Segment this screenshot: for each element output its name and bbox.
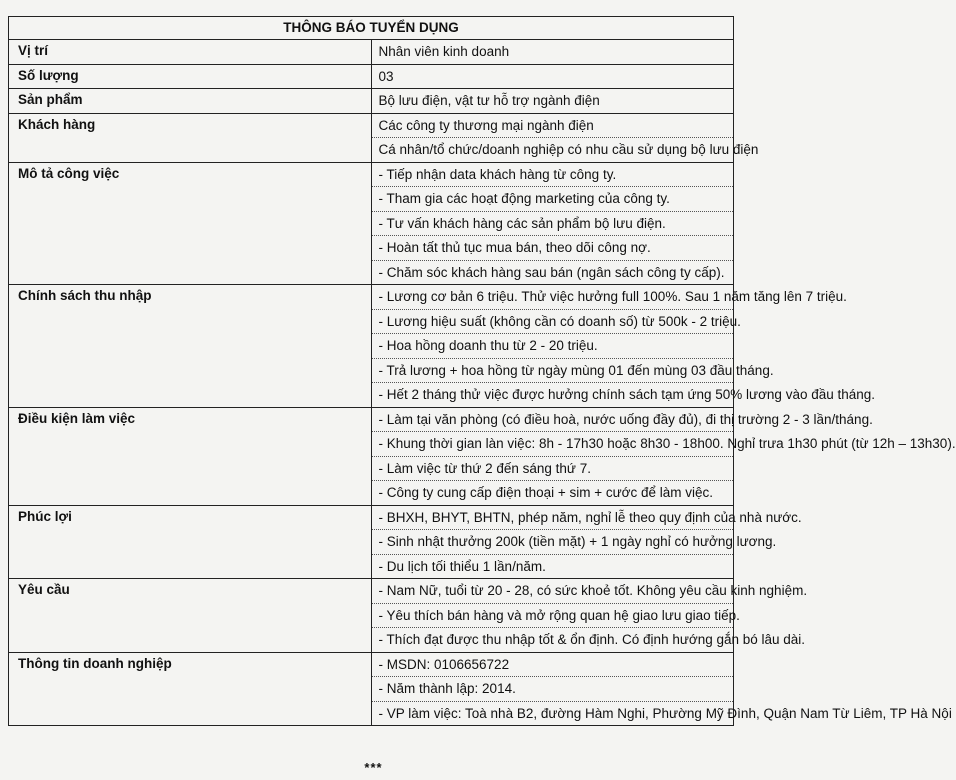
row-company-info xyxy=(9,652,734,726)
value-line: - Tư vấn khách hàng các sản phẩm bộ lưu điện. xyxy=(372,212,734,237)
value-product xyxy=(371,89,734,114)
label-job-description: Mô tả công việc xyxy=(9,162,372,285)
value-line: - Chăm sóc khách hàng sau bán (ngân sách công ty cấp). xyxy=(378,264,725,280)
value-working-conditions xyxy=(371,407,956,505)
value-line: - Lương hiệu suất (không cần có doanh số) từ 500k - 2 triệu. xyxy=(372,310,734,335)
value-line: - Thích đạt được thu nhập tốt & ổn định. Có định hướng gắn bó lâu dài. xyxy=(378,632,806,647)
row-job-description xyxy=(9,162,734,285)
value-line: - VP làm việc: Toà nhà B2, đường Hàm Nghi, Phường Mỹ Đình, Quận Nam Từ Liêm, TP Hà Nội xyxy=(378,705,952,721)
value-line: - Khung thời gian làn việc: 8h - 17h30 hoặc 8h30 - 18h00. Nghỉ trưa 1h30 phút (từ 12h – 13h30). xyxy=(372,432,734,457)
notice-title: THÔNG BÁO TUYỂN DỤNG xyxy=(9,17,734,40)
row-income-policy xyxy=(9,285,734,408)
recruitment-notice xyxy=(8,16,956,726)
row-benefits xyxy=(9,505,734,579)
notice-table xyxy=(8,16,956,726)
value-line: - Hoàn tất thủ tục mua bán, theo dõi công nợ. xyxy=(372,236,734,261)
value-line: - Yêu thích bán hàng và mở rộng quan hệ giao lưu giao tiếp. xyxy=(372,604,734,629)
title-row xyxy=(9,17,734,40)
value-line: - Làm tại văn phòng (có điều hoà, nước uống đầy đủ), đi thị trường 2 - 3 lần/tháng. xyxy=(372,408,734,433)
label-income-policy: Chính sách thu nhập xyxy=(9,285,372,408)
value-line: Các công ty thương mại ngành điện xyxy=(372,114,734,139)
label-benefits: Phúc lợi xyxy=(9,505,372,579)
label-quantity: Số lượng xyxy=(9,64,372,89)
value-line: - Lương cơ bản 6 triệu. Thử việc hưởng full 100%. Sau 1 năm tăng lên 7 triệu. xyxy=(372,285,734,310)
row-quantity xyxy=(9,64,734,89)
value-line: - Tham gia các hoạt động marketing của công ty. xyxy=(372,187,734,212)
value-company-info xyxy=(371,652,952,726)
value-line: - BHXH, BHYT, BHTN, phép năm, nghỉ lễ theo quy định của nhà nước. xyxy=(372,506,734,531)
value-line: Cá nhân/tổ chức/doanh nghiệp có nhu cầu sử dụng bộ lưu điện xyxy=(378,142,759,157)
value-line: - Trả lương + hoa hồng từ ngày mùng 01 đến mùng 03 đầu tháng. xyxy=(372,359,734,384)
row-position xyxy=(9,40,734,65)
value-line: - Làm việc từ thứ 2 đến sáng thứ 7. xyxy=(372,457,734,482)
label-product: Sản phẩm xyxy=(9,89,372,114)
value-line: - Hết 2 tháng thử việc được hưởng chính sách tạm ứng 50% lương vào đầu tháng. xyxy=(378,387,876,402)
row-product xyxy=(9,89,734,114)
footer-stars: *** xyxy=(364,760,383,775)
value-customer xyxy=(371,113,759,162)
value-requirements xyxy=(371,579,808,653)
value-line: Nhân viên kinh doanh xyxy=(378,44,510,59)
value-line: - Công ty cung cấp điện thoại + sim + cước để làm việc. xyxy=(378,485,714,500)
row-customer xyxy=(9,113,734,162)
value-benefits xyxy=(371,505,802,579)
value-line: - MSDN: 0106656722 xyxy=(372,653,734,678)
value-line: Bộ lưu điện, vật tư hỗ trợ ngành điện xyxy=(378,93,600,108)
label-customer: Khách hàng xyxy=(9,113,372,162)
value-line: - Sinh nhật thưởng 200k (tiền mặt) + 1 ngày nghỉ có hưởng lương. xyxy=(372,530,734,555)
value-quantity xyxy=(371,64,734,89)
value-line: - Năm thành lập: 2014. xyxy=(372,677,734,702)
value-line: 03 xyxy=(378,68,394,84)
label-position: Vị trí xyxy=(9,40,372,65)
value-income-policy xyxy=(371,285,876,408)
value-position xyxy=(371,40,734,65)
value-line: - Nam Nữ, tuổi từ 20 - 28, có sức khoẻ tốt. Không yêu cầu kinh nghiệm. xyxy=(372,579,734,604)
value-job-description xyxy=(371,162,734,285)
row-requirements xyxy=(9,579,734,653)
label-company-info: Thông tin doanh nghiệp xyxy=(9,652,372,726)
value-line: - Du lịch tối thiểu 1 lần/năm. xyxy=(378,558,546,574)
value-line: - Hoa hồng doanh thu từ 2 - 20 triệu. xyxy=(372,334,734,359)
label-requirements: Yêu cầu xyxy=(9,579,372,653)
row-working-conditions xyxy=(9,407,734,505)
label-working-conditions: Điều kiện làm việc xyxy=(9,407,372,505)
value-line: - Tiếp nhận data khách hàng từ công ty. xyxy=(372,163,734,188)
